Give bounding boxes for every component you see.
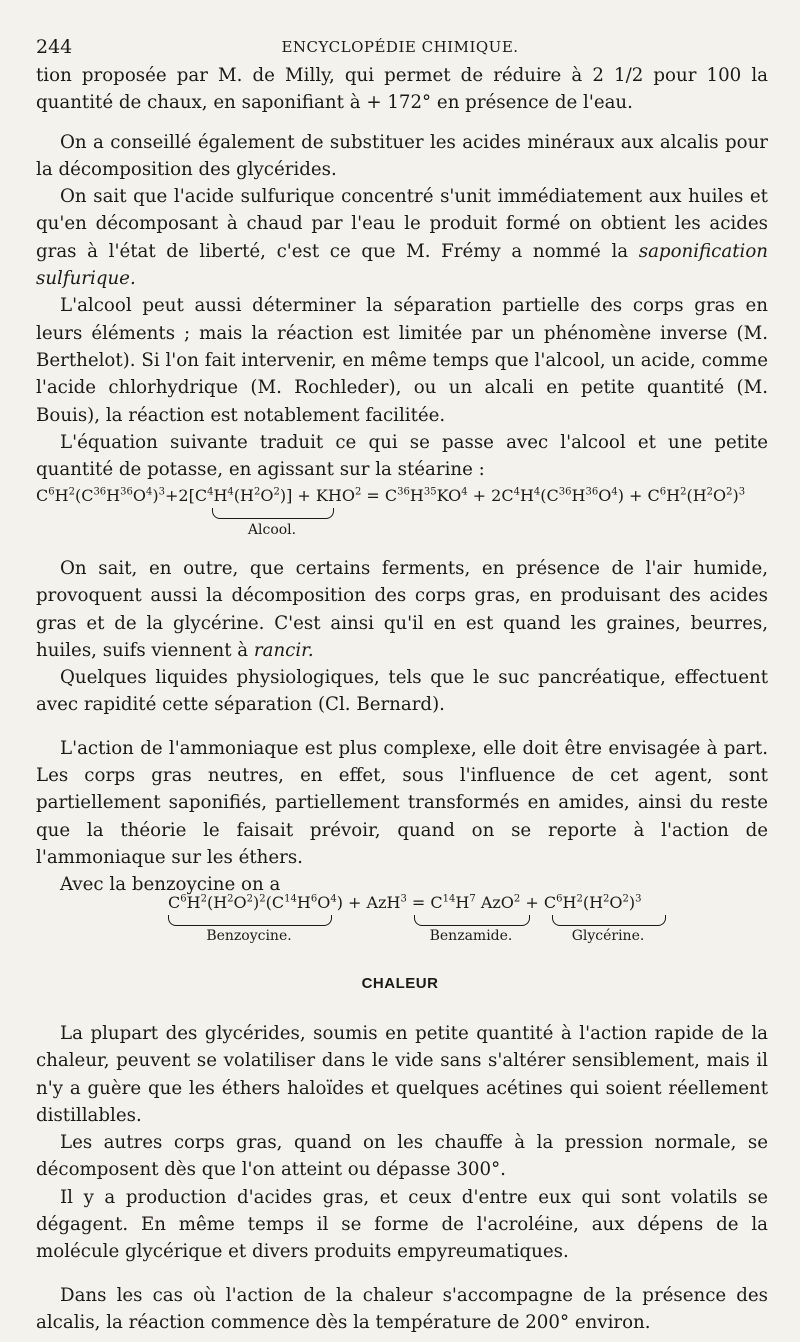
formula-text: $C^6H^2(C^{36}H^{36}O^4)^3+2[C^4H^4(H^2O^2)] + KHO^2 = C^{36}H^{35}KO^4 + 2C^4H^4(C^{36}H^{36}O^4) + C^6H^2(H^2O^2)^3$ [36,486,746,505]
section-title: CHALEUR [361,975,439,992]
paragraph: Quelques liquides physiologiques, tels que le suc pancréatique, effectuent avec rapidité cette séparation (Cl. Bernard). [36,667,768,716]
label-benzamide: Benzamide. [429,928,513,944]
paragraph: Il y a production d'acides gras, et ceux d'entre eux qui sont volatils se dégagent. En même temps il se forme de l'acroléine, aux dépens de la molécule glycérique et divers produits empyreumatiques. [36,1186,768,1263]
paragraph: La plupart des glycérides, soumis en petite quantité à l'action rapide de la chaleur, peuvent se volatiliser dans le vide sans s'altérer sensiblement, mais il n'y a guère que les éthers haloïdes et quelques acétines qui soient réellement distillables. [36,1023,768,1126]
emphasis: rancir. [253,639,314,661]
text-block-1 [36,62,768,483]
page-number: 244 [36,36,73,58]
paragraph: L'action de l'ammoniaque est plus complexe, elle doit être envisagée à part. Les corps gras neutres, en effet, sous l'influence de cet agent, sont partiellement saponifiés, partiellement transformés en amides, ainsi du reste que la théorie le faisait prévoir, quand on se reporte à l'action de l'ammoniaque sur les éthers. [36,737,768,868]
emphasis: saponification sulfurique. [36,240,768,290]
running-head: ENCYCLOPÉDIE CHIMIQUE. [281,38,519,56]
equation-benzoycine [168,893,645,944]
brace [212,508,334,519]
text-block-2 [36,555,768,899]
label-benzoycine: Benzoycine. [206,928,292,944]
paragraph: tion proposée par M. de Milly, qui permet de réduire à 2 1/2 pour 100 la quantité de chaux, en saponifiant à + 172° en présence de l'eau. [36,65,768,114]
paragraph: L'alcool peut aussi déterminer la séparation partielle des corps gras en leurs éléments ; mais la réaction est limitée par un phénomène inverse (M. Berthelot). Si l'on fait intervenir, en même temps que l'alcool, un acide, comme l'acide chlorhydrique (M. Rochleder), ou un alcali en petite quantité (M. Bouis), la réaction est notablement facilitée. [36,295,768,426]
equation-stearine [36,486,746,538]
brace [552,915,666,926]
brace [168,915,332,926]
text-block-3 [36,1020,768,1336]
brace [414,915,530,926]
formula-text: $C^6H^2(H^2O^2)^2(C^{14}H^6O^4) + AzH^3 = C^{14}H^7$ $AzO^2 + C^6H^2(H^2O^2)^3$ [168,893,642,912]
paragraph: On a conseillé également de substituer les acides minéraux aux alcalis pour la décomposition des glycérides. [36,131,768,180]
label-alcool: Alcool. [247,522,297,538]
page-header [36,36,764,62]
paragraph: Les autres corps gras, quand on les chauffe à la pression normale, se décomposent dès que l'on atteint ou dépasse 300°. [36,1132,768,1181]
paragraph: L'équation suivante traduit ce qui se passe avec l'alcool et une petite quantité de potasse, en agissant sur la stéarine : [36,431,768,481]
label-glycerine: Glycérine. [571,928,645,944]
paragraph: Avec la benzoycine on a [60,874,281,896]
paragraph: Dans les cas où l'action de la chaleur s'accompagne de la présence des alcalis, la réaction commence dès la température de 200° environ. [36,1284,768,1333]
paragraph: On sait que l'acide sulfurique concentré s'unit immédiatement aux huiles et qu'en décomposant à chaud par l'eau le produit formé on obtient les acides gras à l'état de liberté, c'est ce que M. Frémy a nommé la saponification sulfurique. [36,186,768,290]
paragraph: On sait, en outre, que certains ferments, en présence de l'air humide, provoquent aussi la décomposition des corps gras, en produisant des acides gras et de la glycérine. C'est ainsi qu'il en est quand les graines, beurres, huiles, suifs viennent à rancir. [36,558,768,661]
